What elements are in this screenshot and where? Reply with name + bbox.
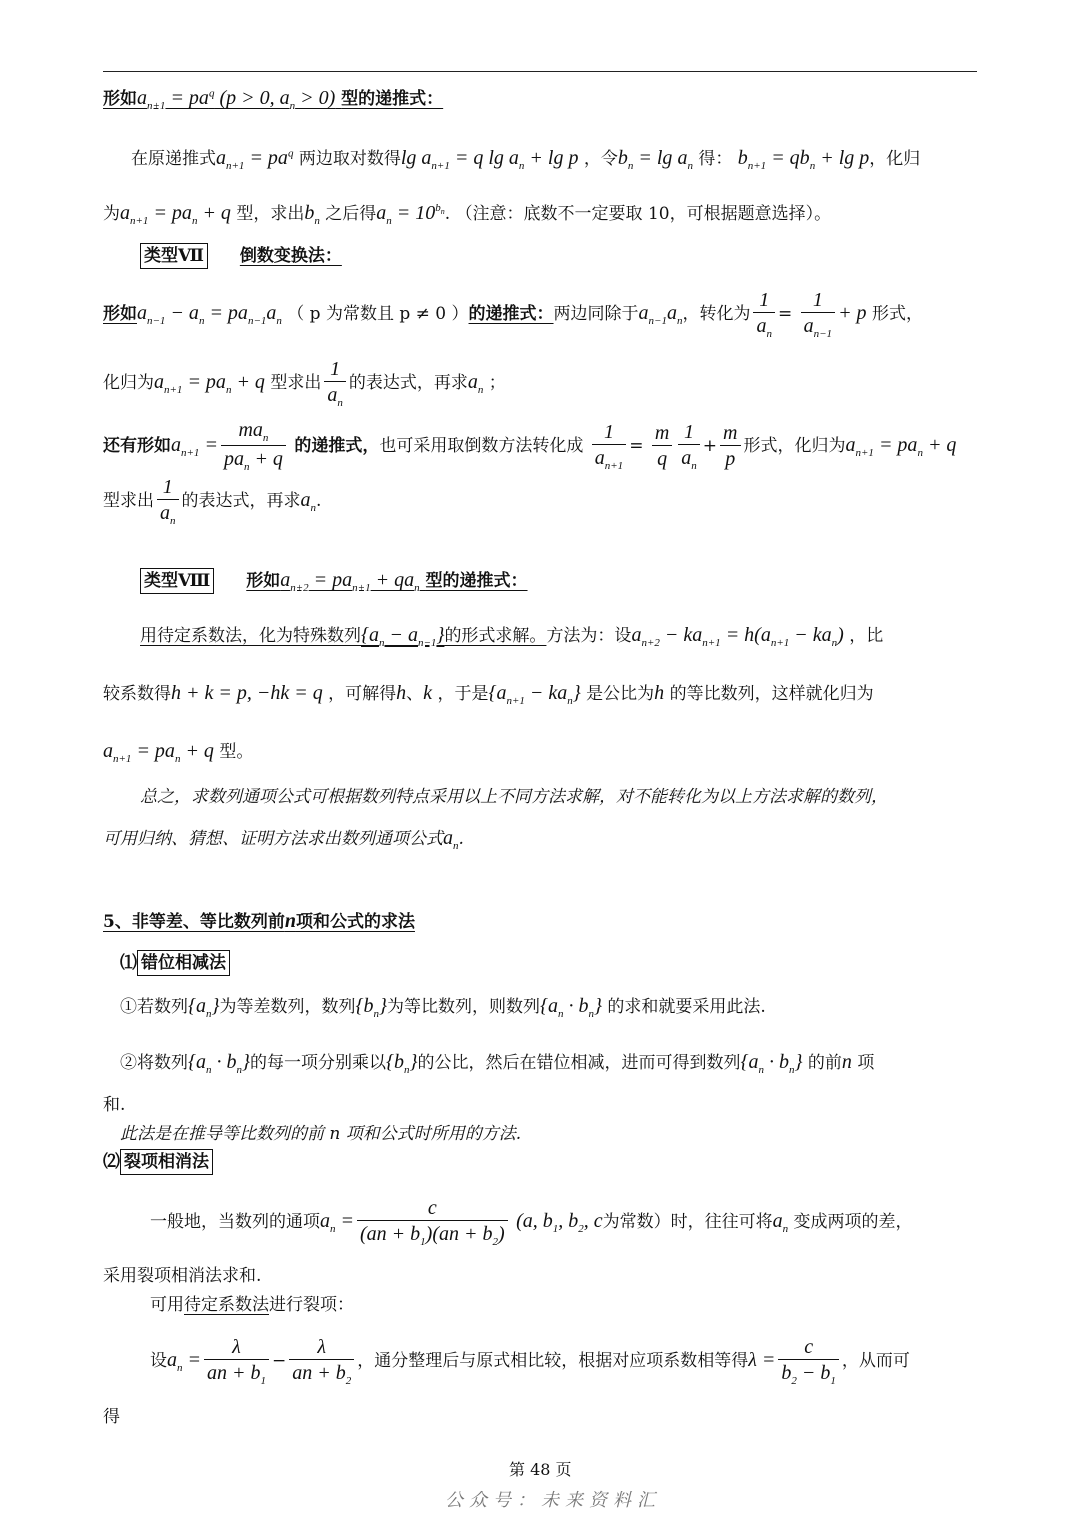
method-2-title: ⑵ 裂项相消法: [103, 1154, 213, 1171]
summary-line2: 可用归纳、猜想、证明方法求出数列通项公式$a_n$.: [103, 827, 464, 852]
method-1-p2: ②将数列$\{a_n \cdot b_n\}$的每一项分别乘以$\{b_n\}$的公比，然后在错位相减，进而可得到数列$\{a_n \cdot b_n\}$ 的前n 项: [120, 1051, 875, 1076]
type-viii-header: 类型Ⅷ 形如$a_{n+2} = pa_{n+1} + qa_n$ 型的递推式：: [140, 570, 528, 594]
method-2-p1: 一般地，当数列的通项$a_n$ = $\frac{c}{(an + b_1)(an + b_2)}$ (a, $b_1$, $b_2$, c为常数）时，往往可将$a_n$ 变成两项的差，: [150, 1197, 913, 1248]
method-2-p2: 采用裂项相消法求和.: [103, 1266, 262, 1286]
summary-line1: 总之，求数列通项公式可根据数列特点采用以上不同方法求解，对不能转化为以上方法求解的数列，: [140, 787, 888, 807]
type-viii-p1: 用待定系数法，化为特殊数列$\{a_n - a_{n-1}\}$的形式求解。方法为：设$a_{n+2} - ka_{n+1} = h(a_{n+1} - ka_n)$ ，比: [140, 624, 884, 649]
page-number: 第 48 页: [509, 1460, 572, 1479]
type-vi-title: 形如$a_{n+1} = pa_q$ (p > 0, $a_n > 0$) 型的递推式：: [103, 87, 444, 112]
type-vii-line2: 化归为$a_{n+1} = pa_n + q$ 型求出 $\frac{1}{a_n}$ 的表达式，再求$a_n$ ；: [103, 358, 506, 409]
type-viii-p2: 较系数得h + k = p, −hk = q ，可解得h、k ，于是$\{a_{n+1} - ka_n\}$ 是公比为h 的等比数列，这样就化归为: [103, 682, 874, 707]
type-vii-line3: 还有形如$a_{n+1}$ = $\frac{ma_n}{pa_n + q}$ 的递推式，也可采用取倒数方法转化成 $\frac{1}{a_{n+1}}$ = $\frac{m}{q}$ $\frac{1}{a_n}$ + $\frac{m}{p}$ 形式，化归为$a_{n+1} = pa_n + q$: [103, 419, 957, 474]
type-vii-header: 类型Ⅶ 倒数变换法：: [140, 248, 342, 265]
type-vi-line2: 为$a_{n+1} = pa_n + q$ 型，求出$b_n$ 之后得$a_n = 10^{b_n}$. （注意：底数不一定要取 10，可根据题意选择）。: [103, 202, 832, 227]
method-1-title: ⑴ 错位相减法: [120, 955, 230, 972]
type-vi-line1: 在原递推式$a_{n+1} = pa^q$ 两边取对数得$\lg a_{n+1} = q$ $\lg a_n + \lg p$ ，令$b_n = \lg a_n$ 得： $b_{n+1} = qb_n + \lg p$，化归: [131, 147, 921, 172]
section-5-title: 5、非等差、等比数列前n项和公式的求法: [103, 910, 415, 932]
type-viii-p3: $a_{n+1} = pa_n + q$ 型。: [103, 740, 254, 765]
type-vii-line4: 型求出 $\frac{1}{a_n}$ 的表达式，再求$a_n$.: [103, 476, 322, 527]
method-1-note: 此法是在推导等比数列的前 n 项和公式时所用的方法.: [120, 1124, 522, 1144]
method-2-p4: 设$a_n$ = $\frac{\lambda}{an + b_1}$ − $\frac{\lambda}{an + b_2}$ ，通分整理后与原式相比较，根据对应项系数相等得λ = $\frac{c}{b_2 - b_1}$ ，从而可: [150, 1336, 910, 1387]
method-1-p2-end: 和.: [103, 1095, 126, 1115]
method-2-p5: 得: [103, 1407, 120, 1427]
top-rule: [103, 71, 977, 72]
method-2-p3: 可用待定系数法进行裂项：: [150, 1295, 354, 1315]
method-1-p1: ①若数列$\{a_n\}$为等差数列，数列$\{b_n\}$为等比数列，则数列$\{a_n \cdot b_n\}$ 的求和就要采用此法.: [120, 995, 766, 1020]
type-vii-line1: 形如$a_{n-1} - a_n = pa_{n-1}a_n$ （ p 为常数且 p ≠ 0 ）的递推式：两边同除于$a_{n-1}a_n$，转化为 $\frac{1}{a_n}$ = $\frac{1}{a_{n-1}}$ + p 形式，: [103, 289, 923, 340]
watermark: 公众号：未来资料汇: [445, 1490, 661, 1511]
